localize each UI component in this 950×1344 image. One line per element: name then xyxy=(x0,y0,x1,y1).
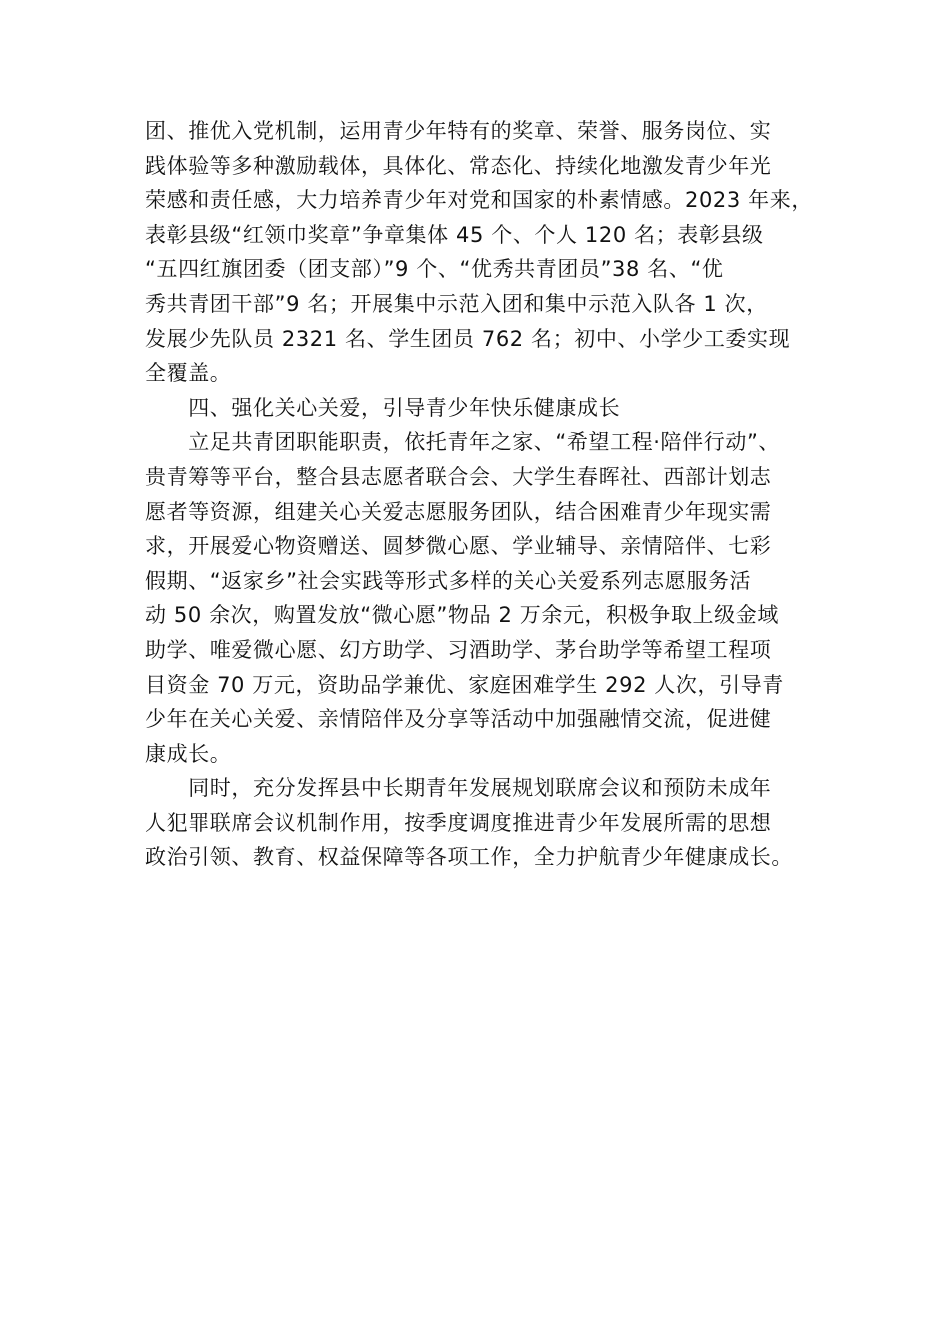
text-line: 秀共青团干部”9 名；开展集中示范入团和集中示范入队各 1 次， xyxy=(145,291,768,316)
text-line: 践体验等多种激励载体，具体化、常态化、持续化地激发青少年光 xyxy=(145,153,772,178)
section-heading: 四、强化关心关爱，引导青少年快乐健康成长 xyxy=(145,395,621,420)
text-line: 少年在关心关爱、亲情陪伴及分享等活动中加强融情交流，促进健 xyxy=(145,707,772,732)
text-line: 政治引领、教育、权益保障等各项工作，全力护航青少年健康成长。 xyxy=(145,845,793,870)
text-line: 愿者等资源，组建关心关爱志愿服务团队，结合困难青少年现实需 xyxy=(145,499,772,524)
text-line: 康成长。 xyxy=(145,741,232,766)
text-line: 目资金 70 万元，资助品学兼优、家庭困难学生 292 人次，引导青 xyxy=(145,672,784,697)
text-line: 表彰县级“红领巾奖章”争章集体 45 个、个人 120 名；表彰县级 xyxy=(145,222,764,247)
text-line: 假期、“返家乡”社会实践等形式多样的关心关爱系列志愿服务活 xyxy=(145,568,752,593)
text-line: 立足共青团职能职责，依托青年之家、“希望工程·陪伴行动”、 xyxy=(145,430,781,455)
text-line: 团、推优入党机制，运用青少年特有的奖章、荣誉、服务岗位、实 xyxy=(145,119,772,143)
text-line: 求，开展爱心物资赠送、圆梦微心愿、学业辅导、亲情陪伴、七彩 xyxy=(145,534,772,559)
document-body xyxy=(145,114,813,875)
text-line: 全覆盖。 xyxy=(145,361,232,386)
text-line: 荣感和责任感，大力培养青少年对党和国家的朴素情感。2023 年来， xyxy=(145,188,813,213)
text-line: 发展少先队员 2321 名、学生团员 762 名；初中、小学少工委实现 xyxy=(145,326,791,351)
text-line: 贵青筹等平台，整合县志愿者联合会、大学生春晖社、西部计划志 xyxy=(145,464,772,489)
text-line: 动 50 余次，购置发放“微心愿”物品 2 万余元，积极争取上级金域 xyxy=(145,603,779,628)
text-line: 同时，充分发挥县中长期青年发展规划联席会议和预防未成年 xyxy=(145,776,772,801)
text-line: 人犯罪联席会议机制作用，按季度调度推进青少年发展所需的思想 xyxy=(145,810,772,835)
text-line: “五四红旗团委（团支部）”9 个、“优秀共青团员”38 名、“优 xyxy=(145,257,724,282)
text-line: 助学、唯爱微心愿、幻方助学、习酒助学、茅台助学等希望工程项 xyxy=(145,637,772,662)
